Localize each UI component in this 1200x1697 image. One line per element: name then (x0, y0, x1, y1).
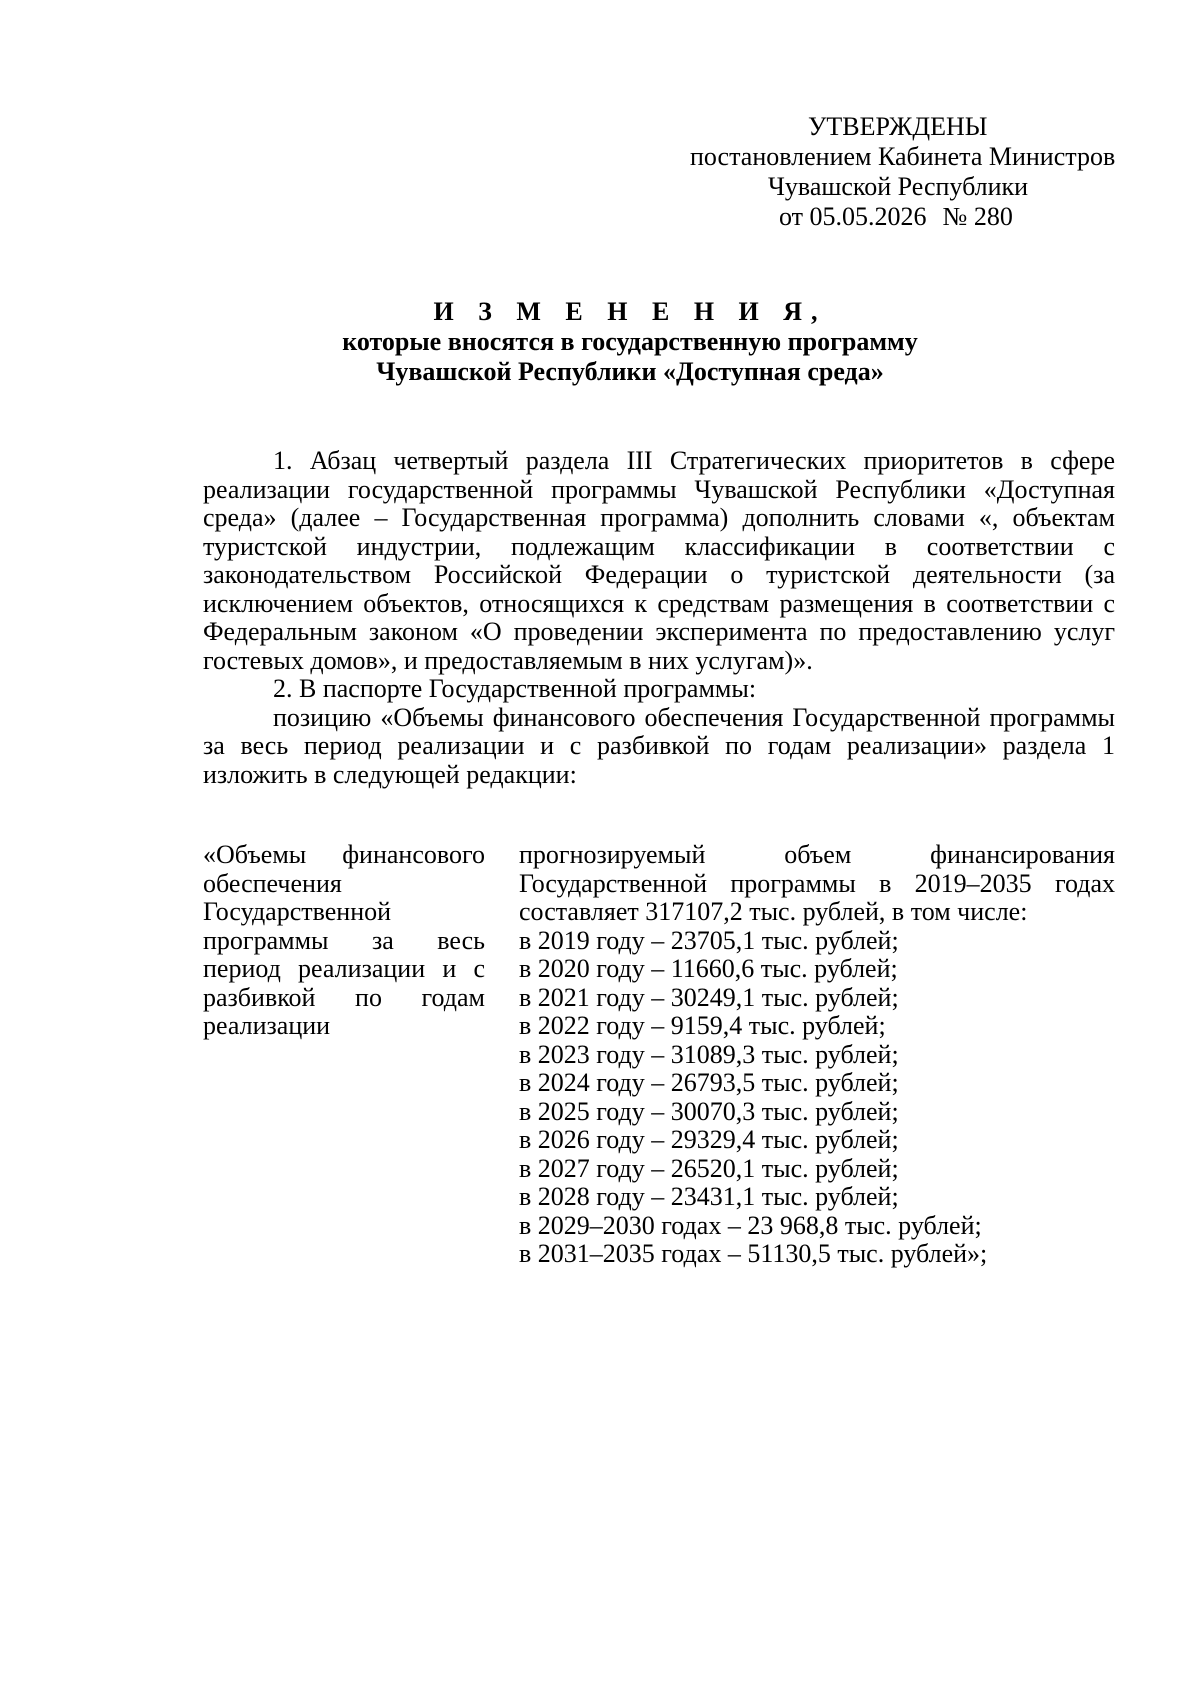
funding-year-item: в 2031–2035 годах – 51130,5 тыс. рублей»; (519, 1239, 988, 1268)
approval-date: от 05.05.2026 (779, 202, 927, 231)
approval-block (690, 112, 1116, 232)
funding-year-item: в 2021 году – 30249,1 тыс. рублей; (519, 982, 899, 1012)
title-subtitle-2: Чувашской Республики «Доступная среда» (376, 357, 884, 386)
approval-date-line (690, 202, 1110, 232)
passport-position-label: «Объемы финансового обеспечения Государственной программы за весь период реализации и с разбивкой по годам реализации (203, 840, 485, 1040)
funding-year-item: в 2024 году – 26793,5 тыс. рублей; (519, 1068, 899, 1097)
approval-republic: Чувашской Республики (768, 172, 1029, 201)
funding-year-item: в 2020 году – 11660,6 тыс. рублей; (519, 954, 898, 983)
funding-year-item: в 2026 году – 29329,4 тыс. рублей; (519, 1125, 899, 1154)
funding-year-item: в 2022 году – 9159,4 тыс. рублей; (519, 1011, 886, 1040)
funding-year-item: в 2029–2030 годах – 23 968,8 тыс. рублей; (519, 1210, 982, 1240)
approval-heading: УТВЕРЖДЕНЫ (808, 112, 988, 141)
funding-intro: прогнозируемый объем финансирования Государственной программы в 2019–2035 годах составляет 317107,2 тыс. рублей, в том числе: (519, 840, 1115, 926)
paragraph-3: позицию «Объемы финансового обеспечения Государственной программы за весь период реализации и с разбивкой по годам реализации» раздела 1 изложить в следующей редакции: (203, 702, 1115, 789)
document-title (200, 297, 1060, 387)
paragraph-1: 1. Абзац четвертый раздела III Стратегических приоритетов в сфере реализации государственной программы Чувашской Республики «Доступная среда» (далее – Государственная программа) дополнить словами «, объектам туристской индустрии, подлежащим классификации в соответствии с законодательством Российской Федерации о туристской деятельности (за исключением объектов, относящихся к средствам размещения в соответствии с Федеральным законом «О проведении эксперимента по предоставлению услуг гостевых домов», и предоставляемым в них услугам)». (203, 446, 1115, 675)
title-subtitle-1: которые вносятся в государственную программу (342, 327, 918, 356)
funding-year-item: в 2028 году – 23431,1 тыс. рублей; (519, 1182, 899, 1211)
title-main: И З М Е Н Е Н И Я, (433, 297, 827, 326)
funding-year-item: в 2027 году – 26520,1 тыс. рублей; (519, 1153, 899, 1183)
passport-position-content (519, 841, 1115, 1269)
paragraph-2: 2. В паспорте Государственной программы: (273, 674, 757, 703)
document-body (203, 447, 1115, 789)
approval-issuer: постановлением Кабинета Министров (690, 142, 1116, 171)
funding-year-item: в 2025 году – 30070,3 тыс. рублей; (519, 1096, 899, 1126)
funding-year-item: в 2023 году – 31089,3 тыс. рублей; (519, 1039, 899, 1069)
funding-year-item: в 2019 году – 23705,1 тыс. рублей; (519, 925, 899, 955)
approval-number: № 280 (942, 202, 1013, 231)
